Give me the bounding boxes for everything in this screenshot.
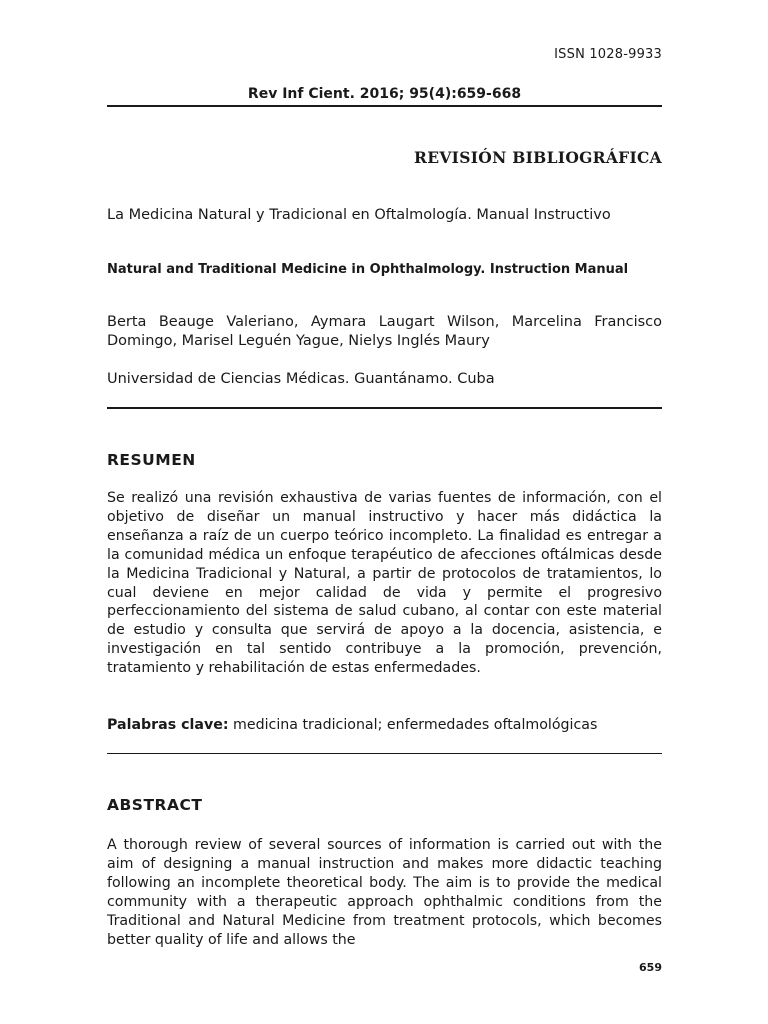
abstract-text: A thorough review of several sources of information is carried out with the aim of designing a manual instruction and makes more didactic teaching following an incomplete theoretical body. The aim is to provide the medical community with a therapeutic approach ophthalmic conditions from the Traditional and Natural Medicine from treatment protocols, which becomes better quality of life and allows the	[107, 837, 662, 948]
abstract-heading: ABSTRACT	[107, 796, 203, 814]
resumen-divider	[107, 753, 662, 754]
article-title-english: Natural and Traditional Medicine in Ophthalmology. Instruction Manual	[107, 262, 629, 277]
page-number: 659	[639, 961, 662, 974]
keywords-line	[107, 716, 662, 735]
journal-page	[107, 0, 662, 1024]
issn-label: ISSN 1028-9933	[554, 47, 662, 62]
author-list: Berta Beauge Valeriano, Aymara Laugart Wilson, Marcelina Francisco Domingo, Marisel Leguén Yague, Nielys Inglés Maury	[107, 314, 662, 349]
article-title-spanish: La Medicina Natural y Tradicional en Oftalmología. Manual Instructivo	[107, 207, 611, 223]
journal-citation: Rev Inf Cient. 2016; 95(4):659-668	[247, 86, 522, 102]
header-divider	[107, 105, 662, 107]
author-affiliation: Universidad de Ciencias Médicas. Guantánamo. Cuba	[107, 371, 495, 387]
keywords-label: Palabras clave:	[107, 717, 229, 733]
section-type: REVISIÓN BIBLIOGRÁFICA	[414, 148, 662, 167]
authors-divider	[107, 407, 662, 409]
resumen-text: Se realizó una revisión exhaustiva de varias fuentes de información, con el objetivo de diseñar un manual instructivo y hacer más didáctica la enseñanza a raíz de un cuerpo teórico incompleto. La finalidad es entregar a la comunidad médica un enfoque terapéutico de afecciones oftálmicas desde la Medicina Tradicional y Natural, a partir de protocolos de tratamientos, lo cual deviene en mejor calidad de vida y permite el progresivo perfeccionamiento del sistema de salud cubano, al contar con este material de estudio y consulta que servirá de apoyo a la docencia, asistencia, e investigación en tal sentido contribuye a la promoción, prevención, tratamiento y rehabilitación de estas enfermedades.	[107, 490, 662, 677]
resumen-heading: RESUMEN	[107, 451, 196, 469]
keywords-values: medicina tradicional; enfermedades oftalmológicas	[233, 717, 598, 733]
